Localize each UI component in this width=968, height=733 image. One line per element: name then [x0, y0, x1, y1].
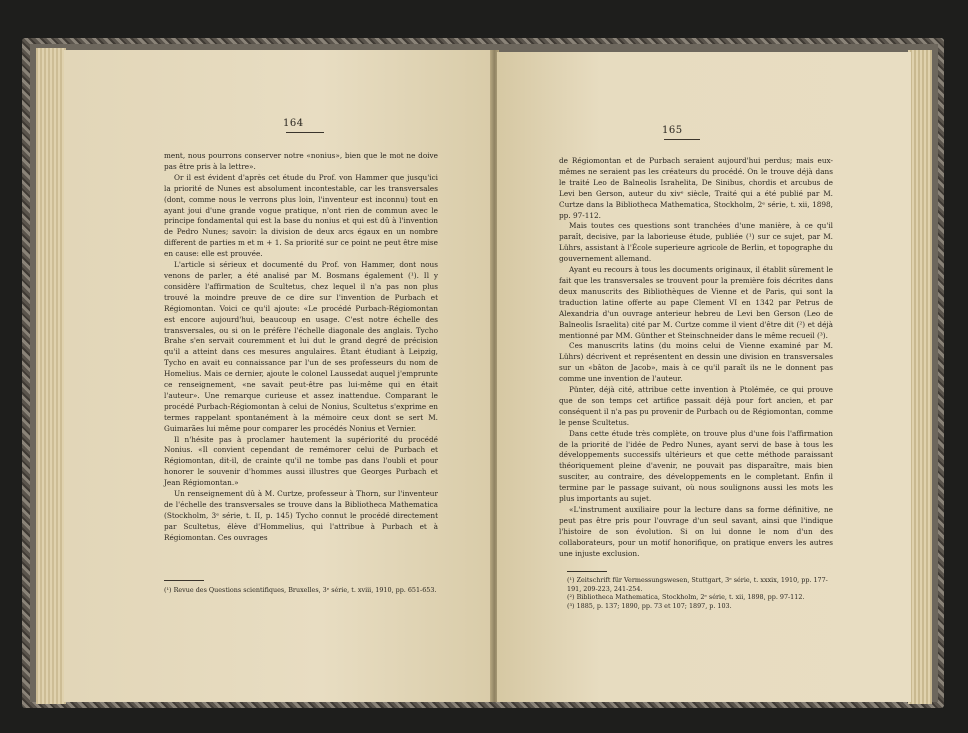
- right-footnotes: [567, 576, 831, 610]
- paragraph-6: Dans cette étude très complète, on trouve plus d'une fois l'affirmation de la priorité de l'idée de Pedro Nunes, ayant servi de base à tous les développements successifs ultérieurs et que cette méthode paraissant théoriquement pleine d'avenir, ne pouvait pas disparaître, mais bien susciter, au contraire, des développements en le completant. Enfin il termine par le passage suivant, où nous soulignons aussi les mots les plus importants au sujet.: [559, 428, 833, 504]
- paragraph-1: ment, nous pourrons conserver notre «nonius», bien que le mot ne doive pas être pris à la lettre».: [164, 151, 438, 171]
- footnote-3: (³) 1885, p. 137; 1890, pp. 73 et 107; 1897, p. 103.: [567, 601, 732, 610]
- paragraph-4: Il n'hésite pas à proclamer hautement la supériorité du procédé Nonius. «Il convient cependant de remémorer celui de Purbach et Régiomontan, dit-il, de crainte qu'il ne tombe pas dans l'oubli et pour honorer le souvenir d'hommes aussi illustres que Georges Purbach et Jean Régiomontan.»: [164, 434, 438, 488]
- paragraph-7: «L'instrument auxiliaire pour la lecture dans sa forme définitive, ne peut pas être pris pour l'ouvrage d'un seul savant, ainsi que l'indique l'histoire de son évolution. Si on lui donne le nom d'un des collaborateurs, pour un motif honorifique, on pratique envers les autres une injuste exclusion.: [559, 505, 833, 558]
- paragraph-3: L'article si sérieux et documenté du Prof. von Hammer, dont nous venons de parler, a été analisé par M. Bosmans également (¹). Il y considère l'affirmation de Scultetus, chez lequel il n'a pas non plus trouvé la moindre preuve de ce dire sur l'invention de Purbach et Régiomontan. Voici ce qu'il ajoute: «Le procédé Purbach-Régiomontan est encore aujourd'hui, beaucoup en usage. C'est notre échelle des transversales, ou si on le préfère l'échelle diagonale des anglais. Tycho Brahe s'en servait couremment et lui dut le grand degré de précision qu'il a atteint dans ces mesures angulaires. Étant étudiant à Leipzig, Tycho en avait eu connaissance par l'un de ses professeurs du nom de Homelius. Mais ce dernier, ajoute le colonel Laussedat auquel j'emprunte ce renseignement, «ne savait peut-être pas lui-même qui en était l'auteur». Une remarque curieuse et assez inattendue. Comparant le procédé Purbach-Régiomontan à celui de Nonius, Scultetus s'exprime en termes rappelant spontanément à la mémoire ceux dont se sert M. Guimarães lui même pour comparer les procédés Nonius et Vernier.: [164, 260, 438, 433]
- paragraph-1: de Régiomontan et de Purbach seraient aujourd'hui perdus; mais eux-mêmes ne seraient pas les créateurs du procédé. On le trouve déjà dans le traité Leo de Balneolis Israhelita, De Sinibus, chordis et arcubus de Levi ben Gerson, auteur du xivᵉ siècle, Traité qui a été publié par M. Curtze dans la Bibliotheca Mathematica, Stockholm, 2ᵉ série, t. xii, 1898, pp. 97-112.: [559, 156, 833, 220]
- footnote-1: (¹) Zeitschrift für Vermessungswesen, Stuttgart, 3ᵉ série, t. xxxix, 1910, pp. 177-191, 209-223, 241-254.: [567, 576, 828, 593]
- paragraph-4: Ces manuscrits latins (du moins celui de Vienne examiné par M. Lührs) décrivent et représentent en dessin une division en transversales sur un «bâton de Jacob», mais à ce qu'il paraît ils ne le donnent pas comme une invention de l'auteur.: [559, 341, 833, 384]
- left-body-text: [164, 151, 438, 544]
- paragraph-5: Pünter, déjà cité, attribue cette invention à Ptolémée, ce qui prouve que de son temps cet artifice passait déjà pour fort ancien, et par conséquent il n'a pas pu provenir de Purbach ou de Régiomontan, comme le pense Scultetus.: [559, 385, 833, 427]
- right-page-stack-edge: [908, 50, 932, 704]
- footnote-2: (²) Bibliotheca Mathematica, Stockholm, 2ᵉ série, t. xii, 1898, pp. 97-112.: [567, 593, 805, 602]
- page-number: 164: [283, 118, 304, 129]
- right-page: [497, 52, 911, 702]
- paragraph-2: Or il est évident d'après cet étude du Prof. von Hammer que jusqu'ici la priorité de Nunes est absolument incontestable, car les transversales (dont, comme nous le verrons plus loin, l'inventeur est inconnu) tout en ayant joui d'une grande vogue pratique, n'ont rien de commun avec le principe fondamental qui est la base du nonius et qui est dû à l'invention de Pedro Nunes; savoir: la division de deux arcs égaux en un nombre different de parties m et m + 1. Sa priorité sur ce point ne peut être mise en cause: elle est prouvée.: [164, 172, 438, 259]
- header-rule: [664, 139, 700, 140]
- footnote-rule: [164, 580, 204, 581]
- paragraph-3: Ayant eu recours à tous les documents originaux, il établit sûrement le fait que les transversales se trouvent pour la première fois décrites dans deux manuscrits des Bibliothèques de Vienne et de Paris, qui sont la traduction latine offerte au pape Clement VI en 1342 par Petrus de Alexandria d'un ouvrage anterieur hebreu de Levi ben Gerson (Leo de Balneolis Israelita) cité par M. Curtze comme il vient d'être dit (²) et déjà mentionné par MM. Günther et Steinschneider dans le même recueil (³).: [559, 265, 833, 340]
- paragraph-5: Un renseignement dû à M. Curtze, professeur à Thorn, sur l'inventeur de l'échelle des transversales se trouve dans la Bibliotheca Mathematica (Stockholm, 3ᵉ série, t. II, p. 145) Tycho connut le procédé directement par Scultetus, élève d'Hommelius, qui l'attribue à Purbach et à Régiomontan. Ces ouvrages: [164, 489, 438, 542]
- right-body-text: [559, 156, 833, 560]
- left-footnotes: [164, 586, 438, 595]
- left-page: [64, 50, 492, 702]
- page-number: 165: [662, 125, 683, 136]
- header-rule: [286, 132, 324, 133]
- footnote-rule: [567, 571, 607, 572]
- footnote-1: (¹) Revue des Questions scientifiques, Bruxelles, 3ᵉ série, t. xviii, 1910, pp. 651-653.: [164, 586, 437, 594]
- left-page-stack-edge: [36, 48, 66, 704]
- paragraph-2: Mais toutes ces questions sont tranchées d'une manière, à ce qu'il paraît, decisive, par la laborieuse étude, publiée (¹) sur ce sujet, par M. Lührs, assistant à l'École superieure agricole de Berlin, et topographe du gouvernement allemand.: [559, 221, 833, 264]
